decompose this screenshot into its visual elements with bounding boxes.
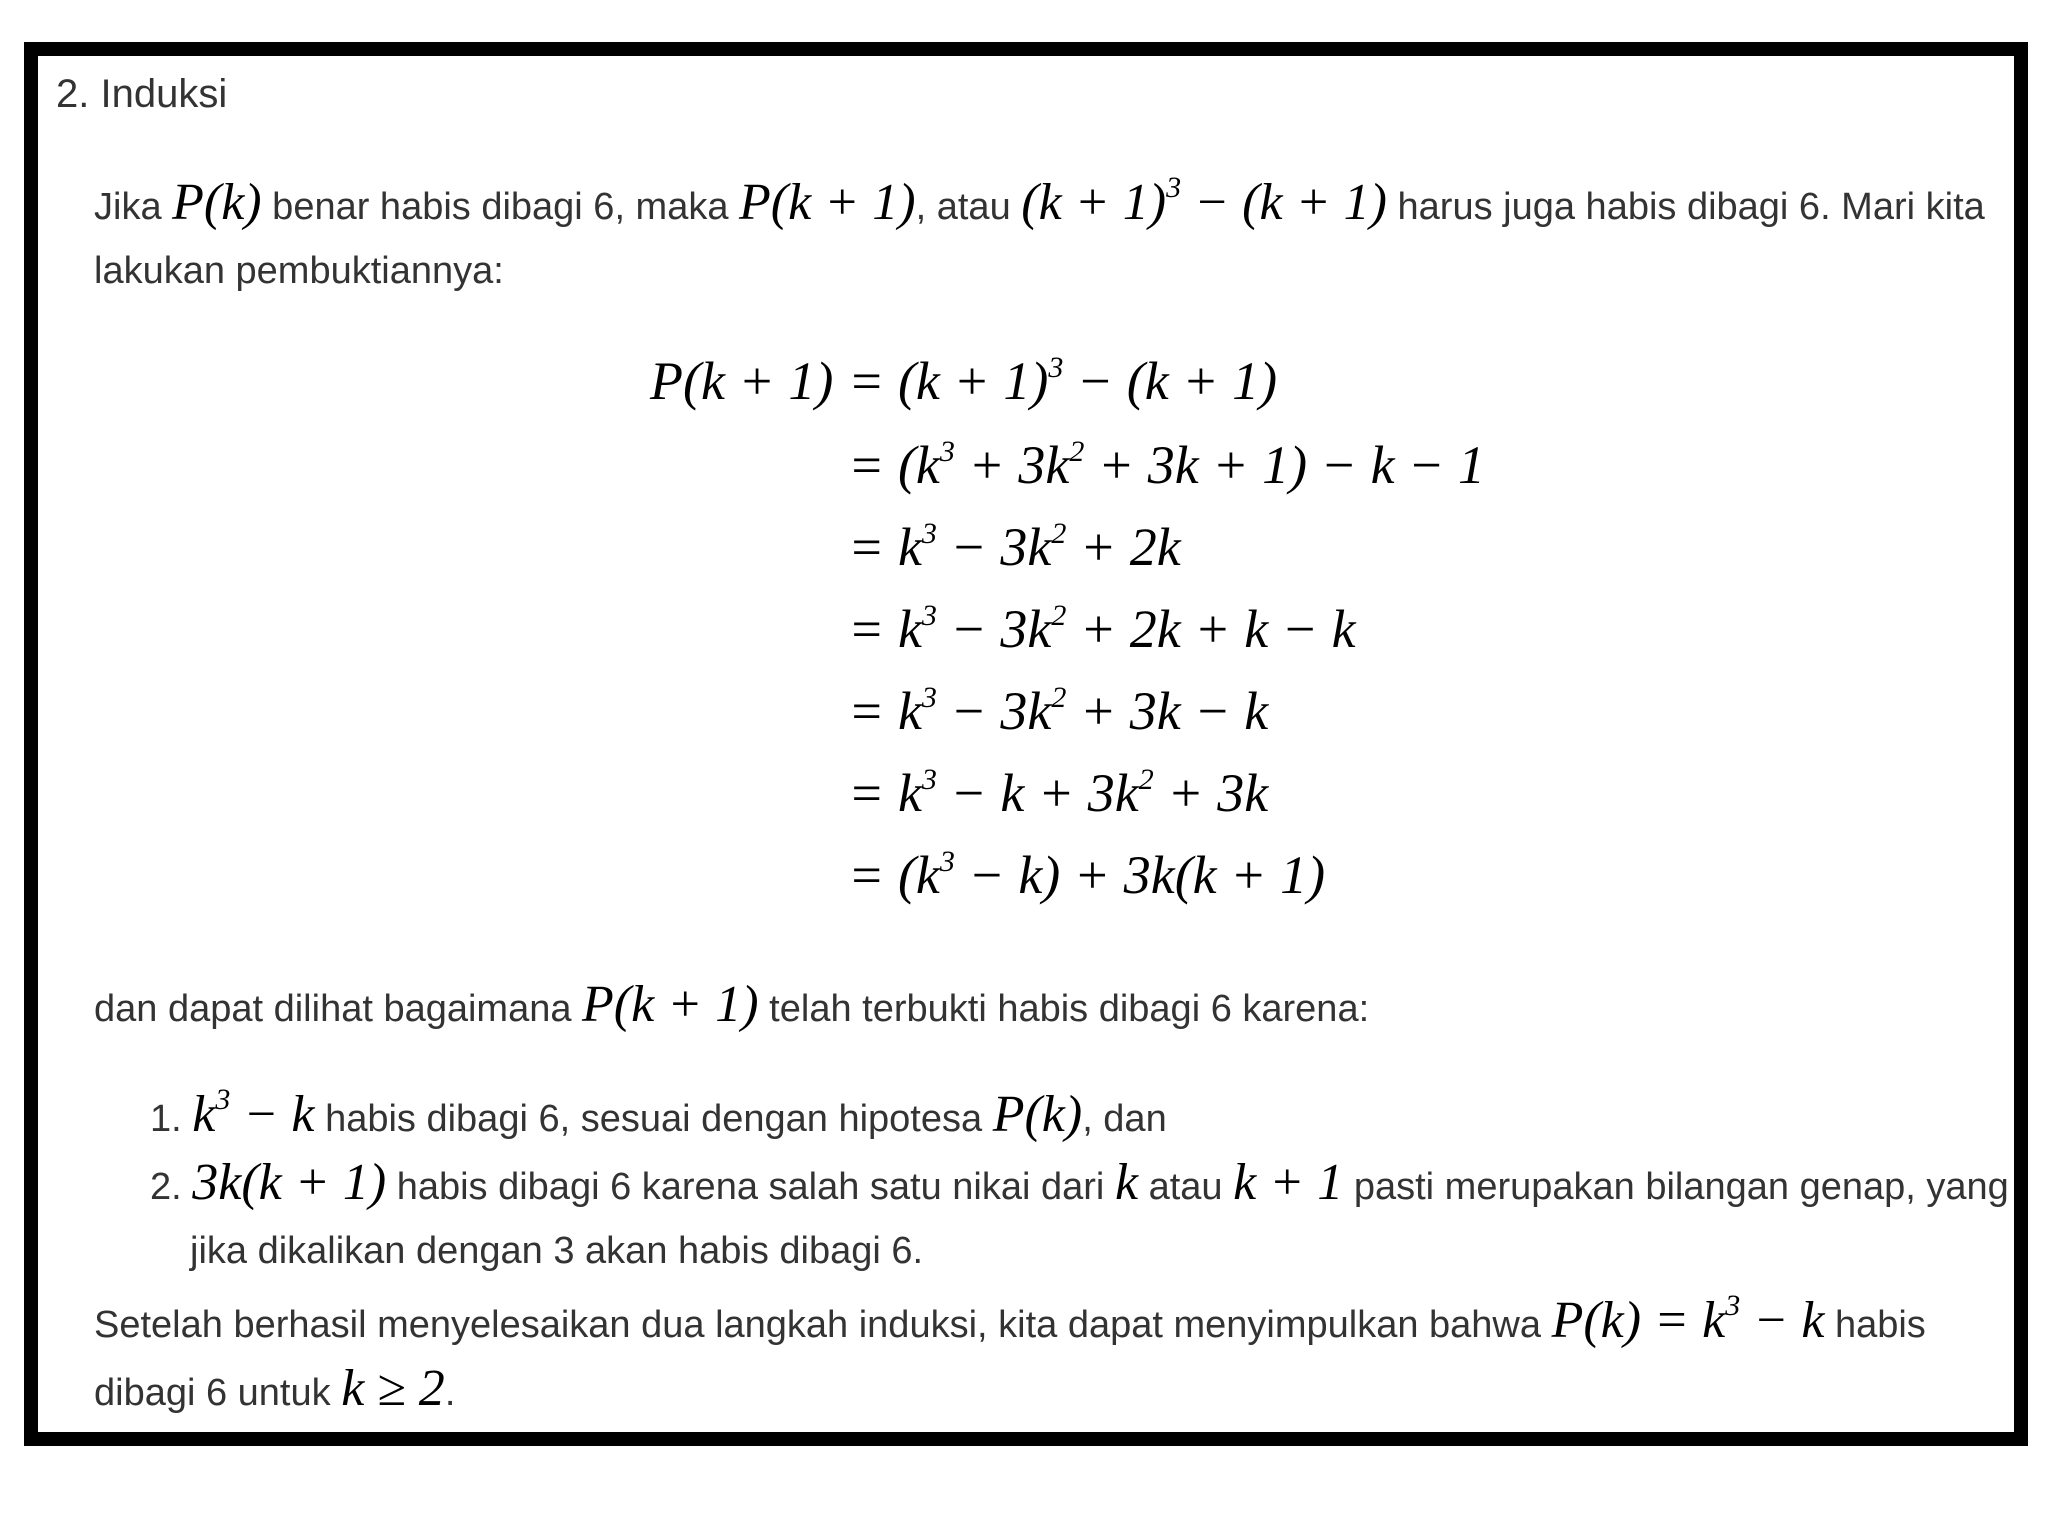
intro-paragraph-line1 [94,168,1994,242]
math-pk1: P(k + 1) [739,174,916,231]
math-k-geq-2: k ≥ 2 [341,1360,445,1417]
math-pk-eq-k: P(k) = k [1551,1292,1726,1349]
eq-sup: 3 [1048,351,1064,384]
list-number: 2. [150,1166,193,1208]
equation-line [848,598,1356,660]
eq-sup: 2 [1051,681,1067,714]
eq-mid: − 3k [936,599,1052,659]
math-k: k [192,1086,216,1143]
eq-sup: 3 [939,435,955,468]
math-k1-base: (k + 1) [1021,174,1167,231]
list-text: habis dibagi 6 karena salah satu nikai dari [386,1166,1115,1208]
eq-sup: 2 [1069,435,1085,468]
conclusion-intro-paragraph [94,970,1994,1044]
equation-block [0,350,2048,930]
equation-line [848,434,1485,496]
eq-sup: 3 [939,845,955,878]
eq-mid: − 3k [936,681,1052,741]
list-text: habis dibagi 6, sesuai dengan hipotesa [314,1098,993,1140]
list-text: atau [1138,1166,1234,1208]
equation-line [848,680,1268,742]
intro-text-3: , atau [915,186,1022,228]
eq-post: + 2k [1066,517,1181,577]
math-pk-equals [1551,1289,1825,1349]
eq-sup: 2 [1051,517,1067,550]
math-k-plus-1: k + 1 [1233,1154,1344,1211]
eq-post: + 2k + k − k [1066,599,1356,659]
intro-text-1: Jika [94,186,173,228]
eq-sup: 3 [921,681,937,714]
list-number: 1. [150,1098,193,1140]
equation-line [848,762,1268,824]
math-minus-k1: − (k + 1) [1181,174,1387,231]
eq-sup: 3 [921,517,937,550]
math-exponent: 3 [1166,171,1182,204]
math-pk1: P(k + 1) [582,976,759,1033]
math-k1-cubed [1021,171,1387,231]
eq-pre: = k [848,681,922,741]
eq-pre: = k [848,599,922,659]
math-k3-minus-k [192,1083,315,1143]
eq-mid: − k + 3k [936,763,1139,823]
list-item [150,1148,2010,1222]
eq-pre: = (k [848,845,940,905]
list-text: pasti merupakan bilangan genap, yang [1343,1166,2009,1208]
final-text-2: habis [1824,1304,1926,1346]
math-pk: P(k) [172,174,262,231]
intro-paragraph-line2: lakukan pembuktiannya: [94,250,504,292]
conclusion-text-2: telah terbukti habis dibagi 6 karena: [758,988,1370,1030]
eq-post: + 3k [1153,763,1269,823]
equation-lhs: P(k + 1) [650,351,834,411]
conclusion-text-1: dan dapat dilihat bagaimana [94,988,583,1030]
final-paragraph-line1 [94,1286,1994,1360]
section-heading: 2. Induksi [56,72,228,116]
list-item [150,1080,2010,1154]
eq-mid: − 3k [936,517,1052,577]
final-text-1: Setelah berhasil menyelesaikan dua langkah induksi, kita dapat menyimpulkan bahwa [94,1304,1552,1346]
intro-text-4: harus juga habis dibagi 6. Mari kita [1386,186,1985,228]
math-minus-k: − k [1740,1292,1825,1349]
math-k: k [1114,1154,1139,1211]
eq-post: + 3k − k [1066,681,1269,741]
math-exponent: 3 [215,1083,231,1116]
final-text-3: dibagi 6 untuk [94,1372,342,1414]
intro-text-2: benar habis dibagi 6, maka [261,186,740,228]
eq-pre: = k [848,763,922,823]
equation-line [848,844,1325,906]
eq-sup: 2 [1051,599,1067,632]
eq-mid: − k) + 3k(k + 1) [954,845,1326,905]
list-item-continuation: jika dikalikan dengan 3 akan habis dibagi 6. [190,1230,924,1272]
equation-line [848,516,1181,578]
final-period: . [444,1372,456,1414]
eq-sup: 3 [921,599,937,632]
eq-pre: = (k [848,435,940,495]
eq-mid: + 3k [954,435,1070,495]
math-minus-k: − k [230,1086,315,1143]
eq-pre: = (k + 1) [848,351,1049,411]
eq-sup: 3 [921,763,937,796]
eq-mid: − (k + 1) [1063,351,1278,411]
math-exponent: 3 [1725,1289,1741,1322]
math-pk: P(k) [992,1086,1083,1143]
eq-sup: 2 [1138,763,1154,796]
eq-post: + 3k + 1) − k − 1 [1084,435,1485,495]
eq-pre: = k [848,517,922,577]
final-paragraph-line2 [94,1354,1994,1428]
math-3k-k1: 3k(k + 1) [192,1154,387,1211]
list-text: , dan [1082,1098,1167,1140]
equation-line [848,350,1277,412]
